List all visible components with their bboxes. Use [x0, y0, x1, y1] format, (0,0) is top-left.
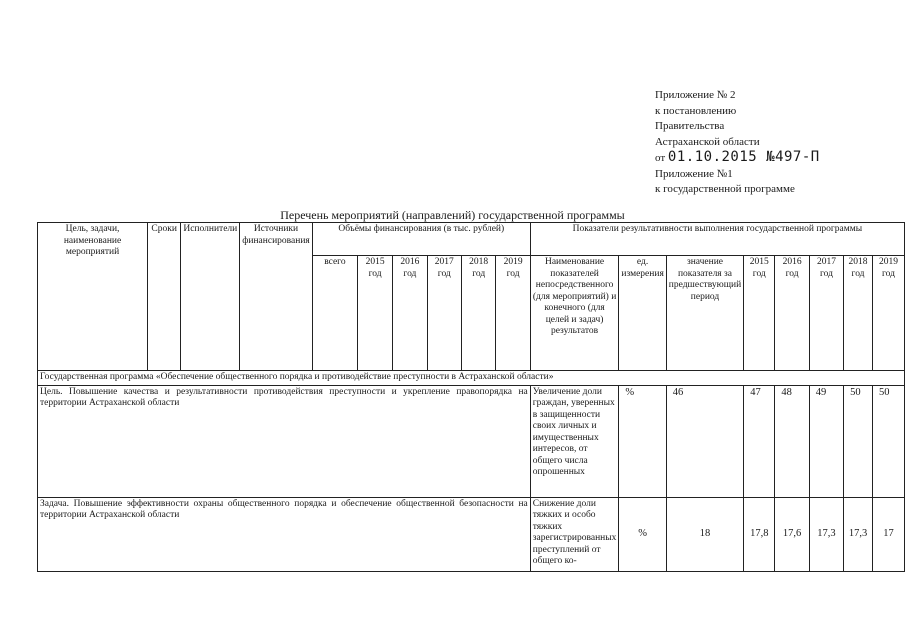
header-year-2016: 2016 год: [393, 256, 427, 371]
document-title: Перечень мероприятий (направлений) государственной программы: [280, 208, 625, 222]
goal-indicator: Увеличение доли граждан, уверенных в защищенности своих личных и имущественных интересов, от общего числа опрошенных: [530, 385, 619, 497]
goal-row: [38, 385, 905, 497]
header-row-1: [38, 223, 905, 256]
header-year-2019: 2019 год: [496, 256, 530, 371]
task-value-2017: 17,3: [809, 497, 843, 571]
header-indicators: Показатели результативности выполнения государственной программы: [530, 223, 904, 256]
header-ind-year-2017: 2017 год: [809, 256, 843, 371]
header-ind-year-2016: 2016 год: [775, 256, 809, 371]
goal-value-2016: 48: [775, 385, 809, 497]
header-year-2015: 2015 год: [358, 256, 393, 371]
goal-unit: %: [619, 385, 666, 497]
goal-value-2017: 49: [809, 385, 843, 497]
header-ind-year-2015: 2015 год: [744, 256, 775, 371]
task-value-2015: 17,8: [744, 497, 775, 571]
annex-date-line: [655, 150, 820, 167]
goal-prev-value: 46: [666, 385, 743, 497]
annex-line-6: Приложение №1: [655, 167, 733, 180]
program-name: Государственная программа «Обеспечение общественного порядка и противодействие преступности в Астраханской области»: [38, 371, 905, 386]
task-indicator: Снижение доли тяжких и особо тяжких зарегистрированных преступлений от общего ко-: [530, 497, 619, 571]
header-sources: Источники финансирования: [240, 223, 313, 371]
header-ind-year-2018: 2018 год: [844, 256, 873, 371]
annex-date-prefix: от: [655, 152, 666, 164]
annex-line-3: Правительства: [655, 120, 725, 132]
task-row: [38, 497, 905, 571]
goal-text: Цель. Повышение качества и результативности противодействия преступности и укрепление правопорядка на территории Астраханской области: [38, 385, 531, 497]
task-prev-value: 18: [666, 497, 743, 571]
annex-block: [655, 88, 820, 198]
header-terms: Сроки: [148, 223, 181, 371]
task-value-2018: 17,3: [844, 497, 873, 571]
program-row: [38, 371, 905, 386]
task-value-2019: 17: [872, 497, 904, 571]
annex-line-2: к постановлению: [655, 104, 737, 117]
goal-value-2019: 50: [872, 385, 904, 497]
goal-value-2018: 50: [844, 385, 873, 497]
measures-table: [37, 222, 905, 572]
header-funding: Объёмы финансирования (в тыс. рублей): [312, 223, 530, 256]
goal-value-2015: 47: [744, 385, 775, 497]
header-goal: Цель, задачи, наименование мероприятий: [38, 223, 148, 371]
header-year-2018: 2018 год: [461, 256, 495, 371]
header-unit: ед. измерения: [619, 256, 666, 371]
annex-line-4: Астраханской области: [655, 135, 760, 148]
header-indicator-name: Наименование показателей непосредственного (для мероприятий) и конечного (для целей и задач) результатов: [530, 256, 619, 371]
annex-date-number: 01.10.2015 №497-П: [667, 149, 820, 165]
header-ind-year-2019: 2019 год: [872, 256, 904, 371]
task-unit: %: [619, 497, 666, 571]
header-year-2017: 2017 год: [427, 256, 461, 371]
header-total: всего: [312, 256, 357, 371]
task-text: Задача. Повышение эффективности охраны общественного порядка и обеспечение общественной безопасности на территории Астраханской области: [38, 497, 531, 571]
task-value-2016: 17,6: [775, 497, 809, 571]
header-executors: Исполнители: [181, 223, 240, 371]
annex-line-1: Приложение № 2: [655, 89, 736, 101]
header-prev-value: значение показателя за предшествующий период: [666, 256, 743, 371]
annex-line-7: к государственной программе: [655, 183, 795, 195]
